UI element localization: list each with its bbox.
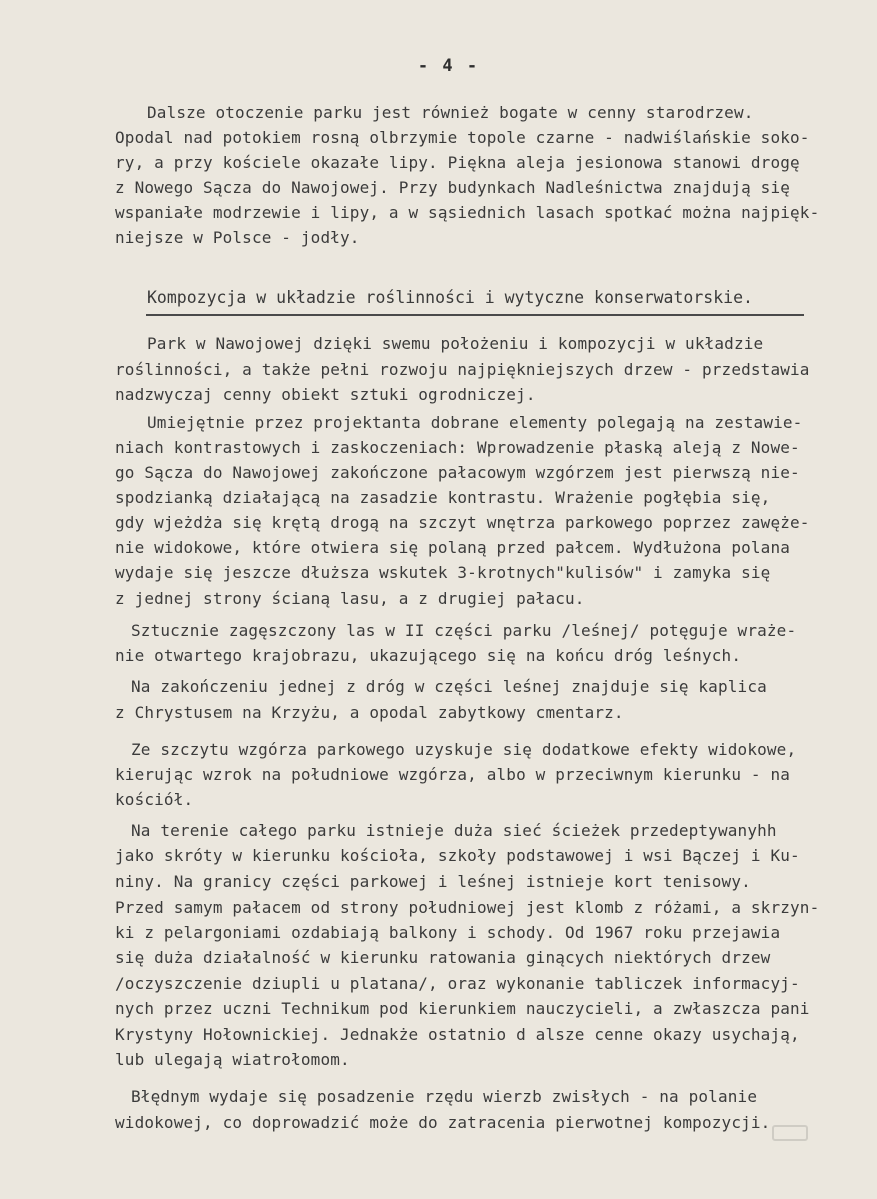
text-line: Na zakończeniu jednej z dróg w części leśnej znajduje się kaplica	[131, 677, 767, 696]
text-line: Dalsze otoczenie parku jest również bogate w cenny starodrzew.	[147, 103, 754, 122]
text-line: widokowej, co doprowadzić może do zatracenia pierwotnej kompozycji.	[115, 1113, 771, 1132]
text-line: gdy wjeżdża się krętą drogą na szczyt wnętrza parkowego poprzez zawęże-	[115, 513, 810, 532]
paper-stain	[772, 1125, 808, 1141]
text-line: Sztucznie zagęszczony las w II części parku /leśnej/ potęguje wraże-	[131, 621, 797, 640]
text-line: nie otwartego krajobrazu, ukazującego się na końcu dróg leśnych.	[115, 646, 742, 665]
text-line: jako skróty w kierunku kościoła, szkoły podstawowej i wsi Bączej i Ku-	[115, 846, 800, 865]
text-line: Park w Nawojowej dzięki swemu położeniu i kompozycji w układzie	[147, 334, 764, 353]
text-line: z Nowego Sącza do Nawojowej. Przy budynkach Nadleśnictwa znajdują się	[115, 178, 791, 197]
text-line: roślinności, a także pełni rozwoju najpiękniejszych drzew - przedstawia	[115, 360, 810, 379]
text-line: lub ulegają wiatrołomom.	[115, 1050, 350, 1069]
text-line: Krystyny Hołownickiej. Jednakże ostatnio d alsze cenne okazy usychają,	[115, 1025, 800, 1044]
text-line: wydaje się jeszcze dłuższa wskutek 3-krotnych"kulisów" i zamyka się	[115, 563, 771, 582]
text-line: nie widokowe, które otwiera się polaną przed pałcem. Wydłużona polana	[115, 538, 791, 557]
text-line: niach kontrastowych i zaskoczeniach: Wprowadzenie płaską aleją z Nowe-	[115, 438, 800, 457]
text-line: z Chrystusem na Krzyżu, a opodal zabytkowy cmentarz.	[115, 703, 624, 722]
heading-underline	[146, 314, 804, 316]
text-line: go Sącza do Nawojowej zakończone pałacowym wzgórzem jest pierwszą nie-	[115, 463, 800, 482]
text-line: kierując wzrok na południowe wzgórza, albo w przeciwnym kierunku - na	[115, 765, 791, 784]
text-line: kościół.	[115, 790, 194, 809]
text-line: Na terenie całego parku istnieje duża sieć ścieżek przedeptywanyhh	[131, 821, 777, 840]
text-line: spodzianką działającą na zasadzie kontrastu. Wrażenie pogłębia się,	[115, 488, 771, 507]
text-line: Przed samym pałacem od strony południowej jest klomb z różami, a skrzyn-	[115, 898, 820, 917]
text-line: nych przez uczni Technikum pod kierunkiem nauczycieli, a zwłaszcza pani	[115, 999, 810, 1018]
text-line: Ze szczytu wzgórza parkowego uzyskuje się dodatkowe efekty widokowe,	[131, 740, 797, 759]
page-number: - 4 -	[417, 56, 480, 76]
text-line: ki z pelargoniami ozdabiają balkony i schody. Od 1967 roku przejawia	[115, 923, 781, 942]
text-line: z jednej strony ścianą lasu, a z drugiej pałacu.	[115, 589, 585, 608]
text-line: ry, a przy kościele okazałe lipy. Piękna aleja jesionowa stanowi drogę	[115, 153, 800, 172]
text-line: nadzwyczaj cenny obiekt sztuki ogrodniczej.	[115, 385, 536, 404]
text-line: /oczyszczenie dziupli u platana/, oraz wykonanie tabliczek informacyj-	[115, 974, 800, 993]
text-line: Błędnym wydaje się posadzenie rzędu wierzb zwisłych - na polanie	[131, 1087, 758, 1106]
text-line: się duża działalność w kierunku ratowania ginących niektórych drzew	[115, 948, 771, 967]
text-line: wspaniałe modrzewie i lipy, a w sąsiednich lasach spotkać można najpięk-	[115, 203, 820, 222]
section-heading: Kompozycja w układzie roślinności i wytyczne konserwatorskie.	[147, 288, 753, 307]
text-line: Umiejętnie przez projektanta dobrane elementy polegają na zestawie-	[147, 413, 803, 432]
text-line: Opodal nad potokiem rosną olbrzymie topole czarne - nadwiślańskie soko-	[115, 128, 810, 147]
text-line: niejsze w Polsce - jodły.	[115, 228, 360, 247]
text-line: niny. Na granicy części parkowej i leśnej istnieje kort tenisowy.	[115, 872, 751, 891]
